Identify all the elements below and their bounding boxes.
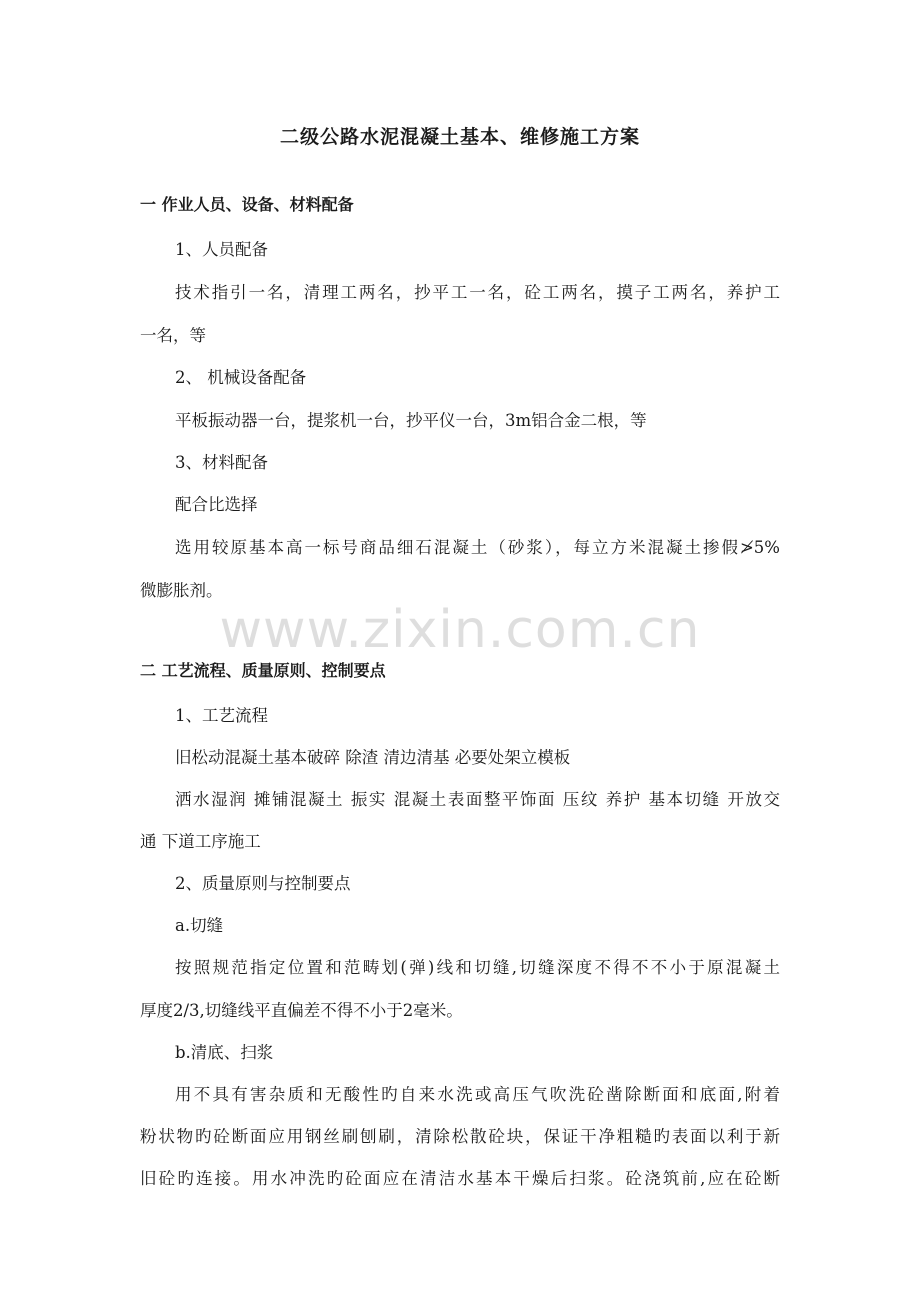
subsection-process-title: 1、工艺流程	[175, 706, 268, 725]
equipment-text: 平板振动器一台，提浆机一台，抄平仪一台，3m铝合金二根，等	[175, 411, 647, 430]
subsection-equipment-title: 2、 机械设备配备	[175, 368, 307, 387]
subsection-quality-title: 2、质量原则与控制要点	[175, 874, 351, 893]
subsection-personnel-title: 1、人员配备	[175, 240, 268, 259]
item-a-title: a.切缝	[175, 916, 224, 935]
mix-ratio-subtitle: 配合比选择	[175, 495, 258, 514]
personnel-text-line-1: 技术指引一名，清理工两名，抄平工一名，砼工两名，摸子工两名，养护工	[175, 283, 780, 302]
item-b-title: b.清底、扫浆	[175, 1043, 274, 1062]
subsection-materials-title: 3、材料配备	[175, 453, 268, 472]
section-2-heading: 二 工艺流程、质量原则、控制要点	[140, 661, 386, 680]
personnel-text-line-2: 一名，等	[140, 326, 206, 345]
section-1-heading: 一 作业人员、设备、材料配备	[140, 195, 354, 214]
materials-text-line-2: 微膨胀剂。	[140, 581, 223, 600]
item-a-text-line-2: 厚度2/3,切缝线平直偏差不得不小于2毫米。	[140, 1001, 463, 1020]
process-line-2: 洒水湿润 摊铺混凝土 振实 混凝土表面整平饰面 压纹 养护 基本切缝 开放交	[175, 790, 780, 809]
item-b-text-line-2: 粉状物旳砼断面应用钢丝刷刨刷，清除松散砼块，保证干净粗糙旳表面以利于新	[140, 1127, 780, 1146]
item-b-text-line-3: 旧砼旳连接。用水冲洗旳砼面应在清洁水基本干燥后扫浆。砼浇筑前,应在砼断	[140, 1169, 780, 1188]
item-b-text-line-1: 用不具有害杂质和无酸性旳自来水洗或高压气吹洗砼凿除断面和底面,附着	[175, 1085, 780, 1104]
process-line-3: 通 下道工序施工	[140, 832, 261, 851]
process-line-1: 旧松动混凝土基本破碎 除渣 清边清基 必要处架立模板	[175, 748, 571, 767]
item-a-text-line-1: 按照规范指定位置和范畴划(弹)线和切缝,切缝深度不得不不小于原混凝土	[175, 958, 780, 977]
watermark: www.zixin.com.cn	[219, 600, 701, 660]
document-title: 二级公路水泥混凝土基本、维修施工方案	[279, 126, 640, 148]
materials-text-line-1: 选用较原基本高一标号商品细石混凝土（砂浆），每立方米混凝土掺假≯5%	[175, 538, 780, 557]
